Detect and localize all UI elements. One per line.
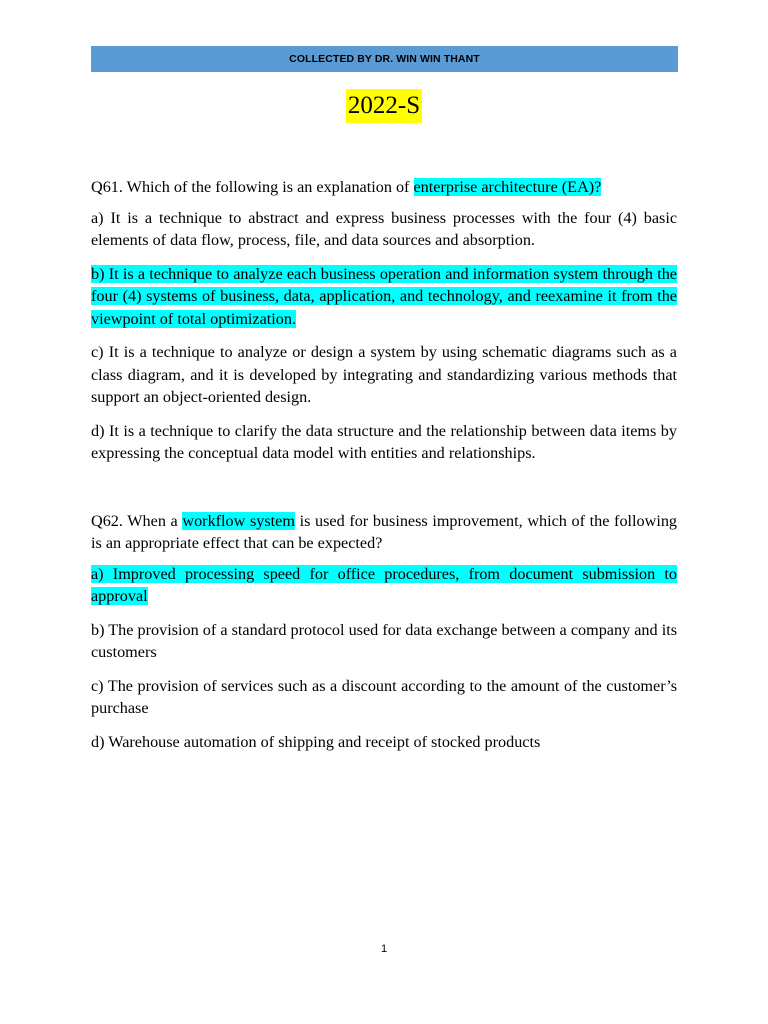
question-content [91, 176, 677, 764]
header-title: COLLECTED BY DR. WIN WIN THANT [289, 53, 480, 65]
question-61-option-d: d) It is a technique to clarify the data structure and the relationship between data items by expressing the conceptual data model with entities and relationships. [91, 421, 677, 462]
question-61-option-b [91, 263, 677, 331]
question-62-option-c: c) The provision of services such as a discount according to the amount of the customer’s purchase [91, 676, 677, 717]
question-62-text-end: is used for business improvement, which of the following is an appropriate effect that can be expected? [91, 511, 678, 552]
year-label: 2022-S [346, 89, 422, 123]
header-bar [91, 46, 678, 72]
question-61-text: Q61. Which of the following is an explanation of [91, 178, 414, 196]
question-61-option-a: a) It is a technique to abstract and express business processes with the four (4) basic elements of data flow, process, file, and data sources and absorption. [91, 208, 677, 249]
question-61-prompt [91, 176, 677, 199]
page-number: 1 [380, 943, 388, 955]
question-62-answer-highlight: a) Improved processing speed for office procedures, from document submission to approval [91, 564, 677, 605]
question-61-option-c: c) It is a technique to analyze or design a system by using schematic diagrams such as a class diagram, and it is developed by integrating and standardizing various methods that support an object-oriented design. [91, 343, 677, 406]
question-62-option-b: b) The provision of a standard protocol used for data exchange between a company and its customers [91, 620, 677, 661]
question-62-option-a [91, 563, 677, 608]
question-61-answer-highlight: b) It is a technique to analyze each business operation and information system through the four (4) systems of business, data, application, and technology, and reexamine it from the viewpoint of total optimization. [91, 264, 677, 328]
question-62-keyword: workflow system [182, 511, 295, 530]
question-62-text-start: Q62. When a [91, 511, 183, 530]
spacer [91, 476, 677, 510]
question-62-option-d: d) Warehouse automation of shipping and receipt of stocked products [91, 732, 541, 751]
question-61-keyword: enterprise architecture (EA)? [413, 178, 602, 196]
question-62-prompt [91, 510, 677, 555]
year-heading [0, 89, 768, 123]
